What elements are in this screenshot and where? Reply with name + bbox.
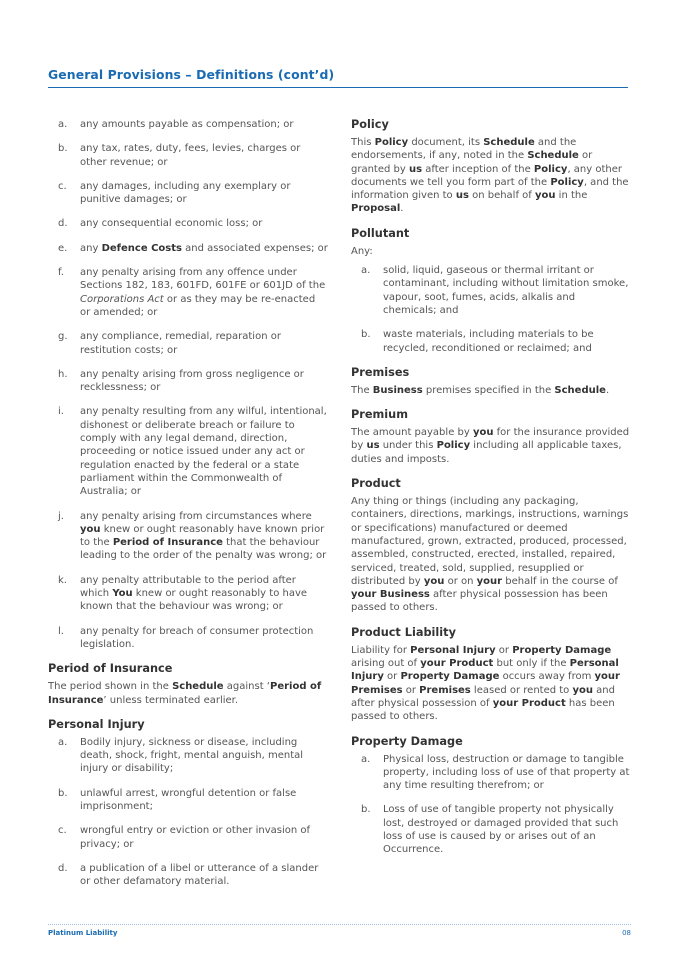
list-item-text: Bodily injury, sickness or disease, including death, shock, fright, mental anguish, mental injury or disability; — [80, 736, 304, 775]
list-item-text: waste materials, including materials to be recycled, reconditioned or reclaimed; and — [383, 329, 594, 354]
list-item — [351, 328, 631, 355]
list-item — [48, 242, 328, 255]
definition-text: The period shown in the Schedule against ‘Period of Insurance’ unless terminated earlier. — [48, 681, 322, 706]
left-column — [48, 118, 328, 899]
list-marker: c. — [58, 180, 67, 192]
definition-intro: Any: — [351, 245, 373, 257]
list-marker: l. — [58, 625, 64, 637]
list-item — [48, 142, 328, 169]
pollutant-list — [351, 264, 631, 355]
list-item-text: any consequential economic loss; or — [80, 218, 263, 230]
list-marker: d. — [58, 862, 68, 874]
list-item — [48, 574, 328, 614]
list-item — [48, 510, 328, 563]
list-marker: a. — [58, 119, 68, 130]
list-marker: i. — [58, 406, 64, 418]
list-item-text: any amounts payable as compensation; or — [80, 119, 294, 130]
list-marker: f. — [58, 267, 64, 279]
list-item — [48, 368, 328, 395]
list-item-text: a publication of a libel or utterance of a slander or other defamatory material. — [80, 862, 319, 888]
list-item-text: Physical loss, destruction or damage to tangible property, including loss of use of that property at any time resulting therefrom; or — [383, 753, 630, 792]
list-marker: a. — [361, 753, 371, 765]
list-item-text: any compliance, remedial, reparation or restitution costs; or — [80, 331, 281, 356]
list-marker: b. — [361, 329, 371, 341]
list-marker: a. — [58, 736, 68, 748]
right-column — [351, 118, 631, 868]
list-marker: k. — [58, 574, 67, 586]
list-item — [48, 180, 328, 207]
section-heading: Product Liability — [351, 625, 456, 639]
list-item — [48, 824, 328, 851]
list-item — [48, 736, 328, 776]
list-marker: c. — [58, 825, 67, 837]
list-item-text: any penalty arising from circumstances where you knew or ought reasonably have known prior to the Period of Insurance that the behaviour leading to the order of the penalty was wrong; or — [80, 510, 327, 562]
list-marker: h. — [58, 368, 68, 380]
section-property-damage — [351, 735, 631, 857]
page-title: General Provisions – Definitions (cont’d) — [48, 67, 335, 82]
definition-text: Liability for Personal Injury or Property Damage arising out of your Product but only if the Personal Injury or Property Damage occurs away from your Premises or Premises leased or rented to you and after physical possession of your Product has been passed to others. — [351, 644, 620, 723]
list-item — [48, 217, 328, 230]
list-item-text: wrongful entry or eviction or other invasion of privacy; or — [80, 825, 311, 850]
list-item-text: any damages, including any exemplary or punitive damages; or — [80, 180, 291, 206]
list-item-text: any penalty arising from any offence under Sections 182, 183, 601FD, 601FE or 601JD of the Corporations Act or as they may be re-enacted or amended; or — [80, 267, 326, 318]
list-item — [48, 405, 328, 498]
list-item-text: any penalty arising from gross negligence or recklessness; or — [80, 368, 304, 394]
list-item — [48, 862, 328, 889]
list-item-text: any Defence Costs and associated expenses; or — [80, 242, 328, 254]
list-item — [48, 118, 328, 131]
list-item — [351, 753, 631, 793]
definition-text: The Business premises specified in the Schedule. — [351, 384, 610, 396]
section-premium — [351, 408, 631, 466]
footer-rule — [48, 924, 631, 925]
list-item-text: solid, liquid, gaseous or thermal irritant or contaminant, including without limitation smoke, vapour, soot, fumes, acids, alkalis and chemicals; and — [383, 265, 629, 316]
list-item — [48, 625, 328, 652]
section-product-liability — [351, 626, 631, 724]
list-item — [48, 330, 328, 357]
section-heading: Premises — [351, 365, 410, 379]
section-heading: Policy — [351, 118, 389, 131]
definition-text: Any thing or things (including any packaging, containers, directions, markings, instructions, warnings or specifications) manufactured or deemed manufactured, grown, extracted, produced, processed, assembled, constructed, erected, installed, repaired, serviced, treated, sold, supplied, resupplied or distributed by you or on your behalf in the course of your Business after physical possession has been passed to others. — [351, 496, 629, 614]
list-item — [48, 787, 328, 814]
section-heading: Product — [351, 477, 401, 491]
list-item-text: any penalty for breach of consumer protection legislation. — [80, 625, 314, 650]
section-pollutant — [351, 227, 631, 355]
section-heading: Personal Injury — [48, 717, 145, 731]
footer-product-name: Platinum Liability — [48, 929, 118, 937]
list-item-text: unlawful arrest, wrongful detention or false imprisonment; — [80, 787, 297, 812]
definition-text: This Policy document, its Schedule and the endorsements, if any, noted in the Schedule or granted by us after inception of the Policy, any other documents we tell you form part of the Policy, and the information given to us on behalf of you in the Proposal. — [351, 137, 629, 215]
list-item-text: any penalty resulting from any wilful, intentional, dishonest or deliberate breach or failure to comply with any legal demand, direction, proceeding or notice issued under any act or regulation enacted by the federal or a state parliament within the Commonwealth of Australia; or — [80, 406, 327, 498]
list-marker: d. — [58, 218, 68, 230]
exclusions-list — [48, 118, 328, 651]
list-item-text: any penalty attributable to the period after which You knew or ought reasonably to have known that the behaviour was wrong; or — [80, 574, 308, 613]
list-marker: b. — [58, 143, 68, 155]
property-damage-list — [351, 753, 631, 857]
personal-injury-list — [48, 736, 328, 889]
list-item — [351, 803, 631, 856]
section-heading: Pollutant — [351, 226, 410, 240]
list-marker: b. — [361, 804, 371, 816]
list-item-text: any tax, rates, duty, fees, levies, charges or other revenue; or — [80, 143, 301, 168]
list-item-text: Loss of use of tangible property not physically lost, destroyed or damaged provided that such loss of use is caused by or arises out of an Occurrence. — [383, 804, 619, 856]
header-rule — [48, 87, 628, 88]
list-marker: e. — [58, 242, 68, 254]
list-marker: j. — [58, 510, 64, 522]
page-header — [48, 67, 628, 82]
section-product — [351, 477, 631, 615]
definition-text: The amount payable by you for the insurance provided by us under this Policy including all applicable taxes, duties and imposts. — [351, 427, 630, 465]
section-policy — [351, 118, 631, 216]
list-marker: a. — [361, 265, 371, 277]
section-premises — [351, 366, 631, 397]
page-number: 08 — [622, 929, 631, 937]
list-marker: g. — [58, 331, 68, 343]
list-item — [351, 264, 631, 317]
section-heading: Period of Insurance — [48, 662, 173, 676]
list-item — [48, 266, 328, 319]
section-personal-injury — [48, 718, 328, 889]
section-period-of-insurance — [48, 662, 328, 707]
list-marker: b. — [58, 787, 68, 799]
section-heading: Property Damage — [351, 734, 463, 748]
section-heading: Premium — [351, 408, 408, 422]
